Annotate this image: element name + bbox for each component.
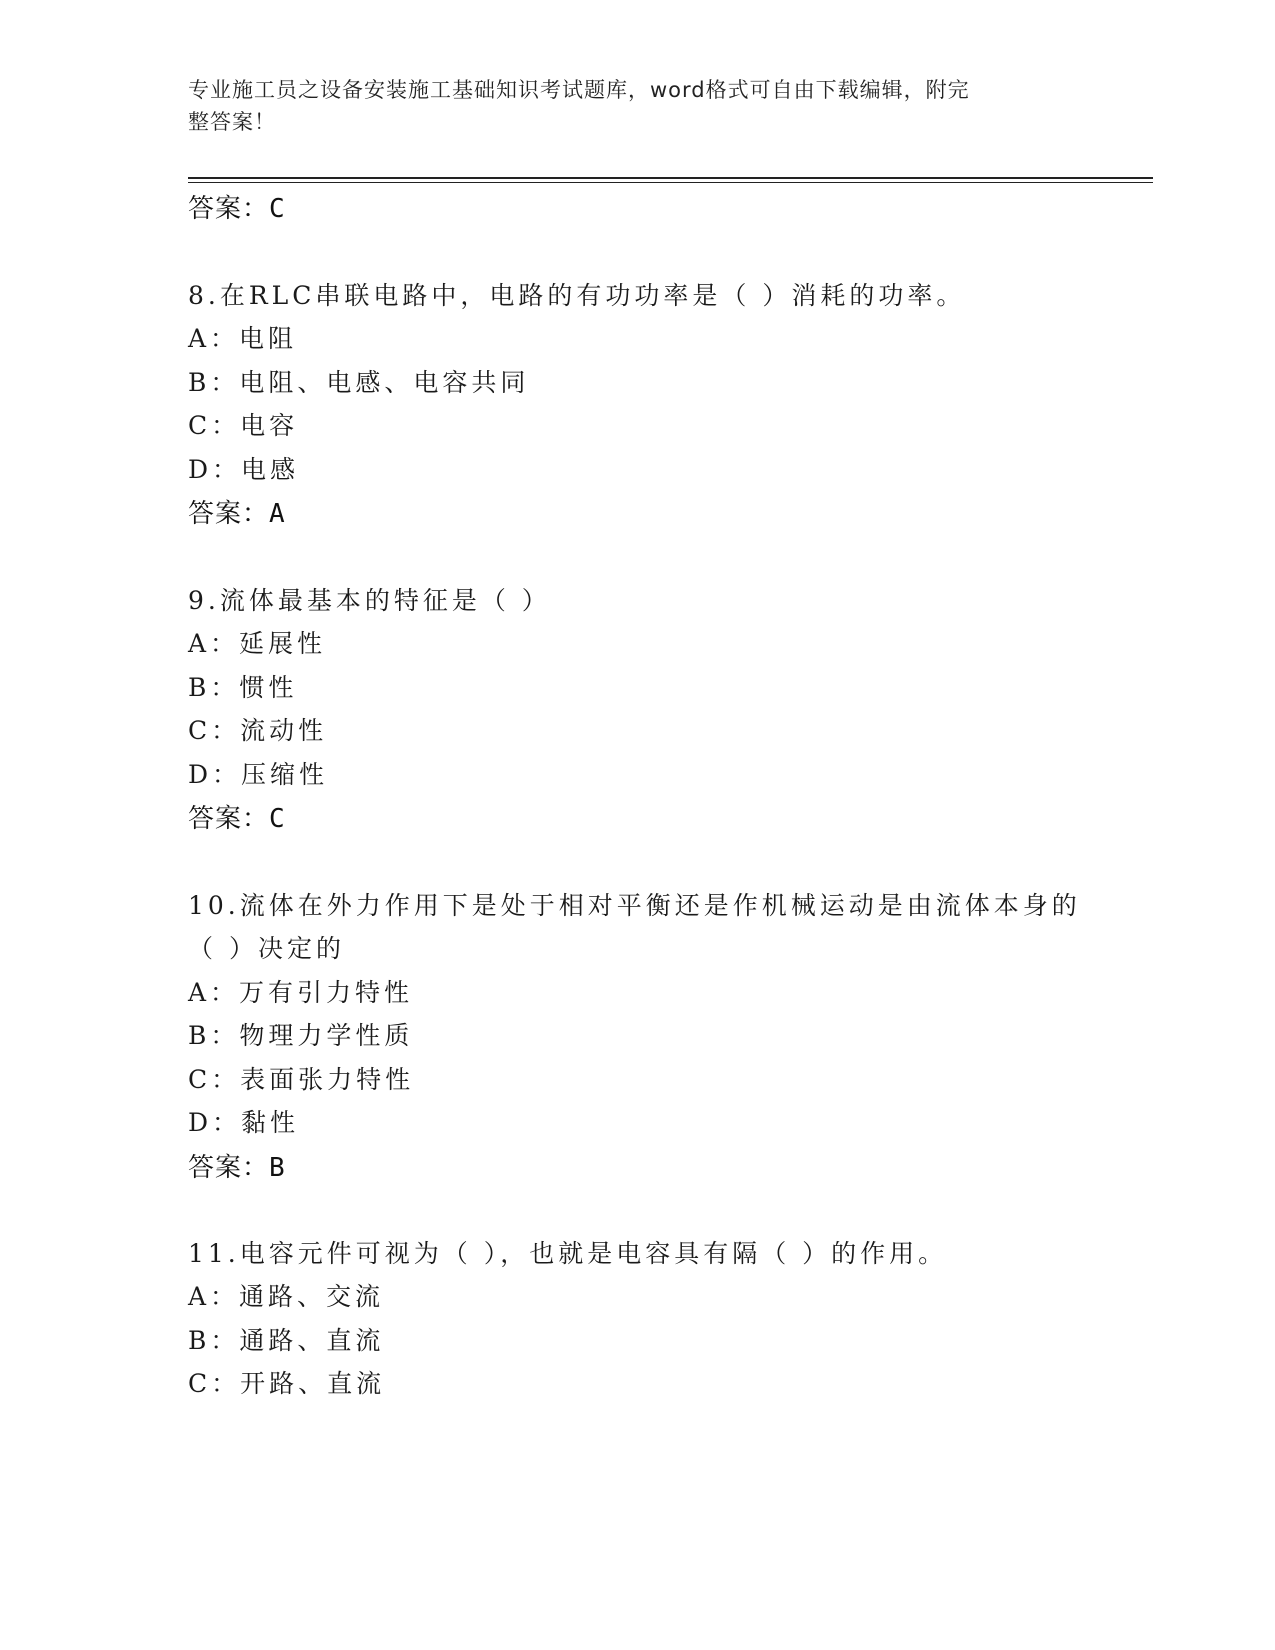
header-line-1: 专业施工员之设备安装施工基础知识考试题库，word格式可自由下载编辑，附完 — [188, 78, 970, 102]
option-c: C：流动性 — [188, 716, 328, 745]
question-stem-line-2: （ ）决定的 — [188, 934, 345, 963]
header-divider-thin — [188, 182, 1153, 183]
answer-line — [188, 1147, 286, 1184]
question-stem: 9.流体最基本的特征是（ ） — [188, 586, 551, 615]
option-c: C：表面张力特性 — [188, 1065, 415, 1094]
option-d: D：电感 — [188, 455, 300, 484]
option-a: A：通路、交流 — [188, 1282, 385, 1311]
answer-line — [188, 493, 286, 530]
option-a: A：电阻 — [188, 324, 298, 353]
option-b: B：惯性 — [188, 673, 298, 702]
option-a: A：延展性 — [188, 629, 327, 658]
answer-prefix: 答案： — [188, 194, 270, 224]
answer-value: B — [269, 1153, 286, 1183]
option-c: C：开路、直流 — [188, 1369, 386, 1398]
option-b: B：电阻、电感、电容共同 — [188, 368, 530, 397]
header-line-2: 整答案！ — [188, 110, 276, 134]
option-b: B：通路、直流 — [188, 1326, 385, 1355]
option-a: A：万有引力特性 — [188, 978, 414, 1007]
answer-value: C — [269, 804, 286, 834]
question-stem: 11.电容元件可视为（ ），也就是电容具有隔（ ）的作用。 — [188, 1239, 948, 1268]
option-d: D：黏性 — [188, 1108, 300, 1137]
header-divider-thick — [188, 177, 1153, 179]
option-d: D：压缩性 — [188, 760, 329, 789]
option-c: C：电容 — [188, 411, 299, 440]
answer-line — [188, 798, 286, 835]
document-header — [188, 74, 1068, 138]
question-stem-line-1: 10.流体在外力作用下是处于相对平衡还是作机械运动是由流体本身的 — [188, 891, 1081, 920]
answer-value: C — [269, 194, 286, 224]
question-stem: 8.在RLC串联电路中，电路的有功功率是（ ）消耗的功率。 — [188, 281, 966, 310]
answer-prefix: 答案： — [188, 1153, 270, 1183]
answer-prefix: 答案： — [188, 804, 270, 834]
answer-prefix: 答案： — [188, 499, 270, 529]
option-b: B：物理力学性质 — [188, 1021, 414, 1050]
answer-line — [188, 188, 286, 225]
answer-value: A — [269, 499, 286, 529]
